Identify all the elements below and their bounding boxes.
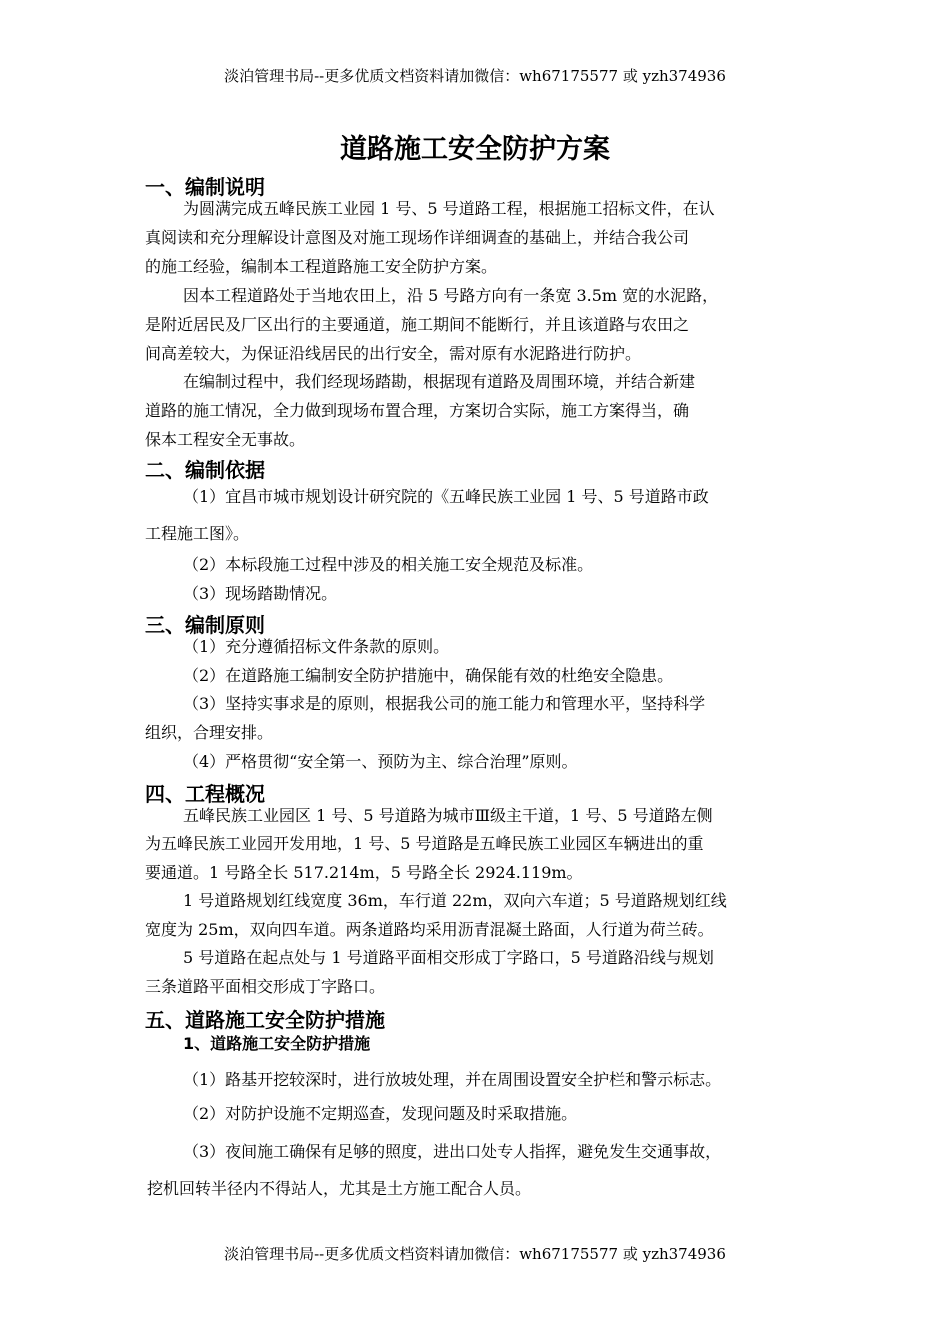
subsection-heading: 1、道路施工安全防护措施 [183,1034,371,1053]
paragraph-line: （4）严格贯彻“安全第一、预防为主、综合治理”原则。 [183,752,578,771]
paragraph-line: 五峰民族工业园区 1 号、5 号道路为城市Ⅲ级主干道，1 号、5 号道路左侧 [183,806,713,825]
paragraph-line: 工程施工图》。 [145,524,250,543]
paragraph-line: 1 号道路规划红线宽度 36m，车行道 22m，双向六车道；5 号道路规划红线 [183,891,727,910]
paragraph-line: 是附近居民及厂区出行的主要通道，施工期间不能断行，并且该道路与农田之 [145,315,690,334]
paragraph-line: 组织，合理安排。 [145,723,274,742]
paragraph-line: 间高差较大，为保证沿线居民的出行安全，需对原有水泥路进行防护。 [145,344,642,363]
paragraph-line: （3）夜间施工确保有足够的照度，进出口处专人指挥，避免发生交通事故， [183,1142,722,1161]
paragraph-line: 要通道。1 号路全长 517.214m，5 号路全长 2924.119m。 [145,863,583,882]
page-footer: 淡泊管理书局--更多优质文档资料请加微信：wh67175577 或 yzh374936 [224,1245,726,1263]
paragraph-line: （2）本标段施工过程中涉及的相关施工安全规范及标准。 [183,555,594,574]
paragraph-line: 真阅读和充分理解设计意图及对施工现场作详细调查的基础上，并结合我公司 [145,228,690,247]
paragraph-line: （2）在道路施工编制安全防护措施中，确保能有效的杜绝安全隐患。 [183,666,674,685]
paragraph-line: （3）现场踏勘情况。 [183,584,338,603]
document-title: 道路施工安全防护方案 [340,134,610,165]
section-2-heading: 二、编制依据 [145,458,265,482]
paragraph-line: 三条道路平面相交形成丁字路口。 [145,977,386,996]
paragraph-line: 的施工经验，编制本工程道路施工安全防护方案。 [145,257,498,276]
paragraph-line: 因本工程道路处于当地农田上，沿 5 号路方向有一条宽 3.5m 宽的水泥路， [183,286,719,305]
paragraph-line: （3）坚持实事求是的原则，根据我公司的施工能力和管理水平，坚持科学 [183,694,706,713]
paragraph-line: 为圆满完成五峰民族工业园 1 号、5 号道路工程，根据施工招标文件，在认 [183,199,715,218]
paragraph-line: 挖机回转半径内不得站人，尤其是土方施工配合人员。 [147,1179,532,1198]
paragraph-line: 为五峰民族工业园开发用地，1 号、5 号道路是五峰民族工业园区车辆进出的重 [145,834,704,853]
paragraph-line: （2）对防护设施不定期巡查，发现问题及时采取措施。 [183,1104,578,1123]
section-5-heading: 五、道路施工安全防护措施 [145,1008,385,1032]
paragraph-line: 保本工程安全无事故。 [145,430,306,449]
paragraph-line: （1）宜昌市城市规划设计研究院的《五峰民族工业园 1 号、5 号道路市政 [183,487,709,506]
section-1-heading: 一、编制说明 [145,175,265,199]
page-header: 淡泊管理书局--更多优质文档资料请加微信：wh67175577 或 yzh374936 [224,67,726,85]
paragraph-line: 宽度为 25m，双向四车道。两条道路均采用沥青混凝土路面，人行道为荷兰砖。 [145,920,714,939]
section-3-heading: 三、编制原则 [145,613,265,637]
paragraph-line: （1）充分遵循招标文件条款的原则。 [183,637,450,656]
paragraph-line: 在编制过程中，我们经现场踏勘，根据现有道路及周围环境，并结合新建 [183,372,696,391]
paragraph-line: （1）路基开挖较深时，进行放坡处理，并在周围设置安全护栏和警示标志。 [183,1070,722,1089]
paragraph-line: 5 号道路在起点处与 1 号道路平面相交形成丁字路口，5 号道路沿线与规划 [183,948,714,967]
paragraph-line: 道路的施工情况，全力做到现场布置合理，方案切合实际，施工方案得当，确 [145,401,690,420]
section-4-heading: 四、工程概况 [145,782,265,806]
